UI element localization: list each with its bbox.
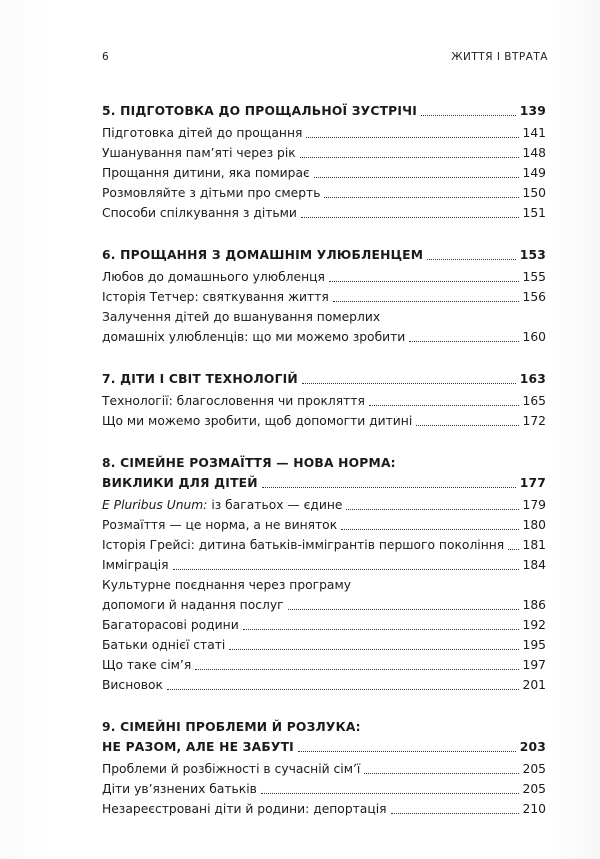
toc-entry-title: Батьки однієї статі bbox=[102, 638, 226, 652]
toc-entry-lead-line: Залучення дітей до вшанування померлих bbox=[102, 310, 381, 324]
toc-entry bbox=[102, 123, 546, 143]
toc-entry bbox=[102, 799, 546, 819]
toc-entry-title: Любов до домашнього улюбленця bbox=[102, 270, 325, 284]
toc-entry bbox=[102, 759, 546, 779]
toc-entry bbox=[102, 287, 546, 307]
leader-dots bbox=[243, 629, 519, 630]
leader-dots bbox=[391, 813, 519, 814]
chapter-heading-row bbox=[102, 369, 546, 389]
leader-dots bbox=[262, 487, 516, 488]
toc-entry-title: Проблеми й розбіжності в сучасній сім’ї bbox=[102, 762, 361, 776]
toc-entry-page-number: 205 bbox=[522, 762, 546, 776]
toc-entry-page-number: 205 bbox=[522, 782, 546, 796]
leader-dots bbox=[324, 197, 518, 198]
toc-chapter bbox=[102, 245, 546, 347]
toc-entry-page-number: 165 bbox=[522, 394, 546, 408]
leader-dots bbox=[302, 383, 516, 384]
toc-entry-page-number: 186 bbox=[522, 598, 546, 612]
leader-dots bbox=[173, 569, 519, 570]
chapter-title: 6. ПРОЩАННЯ З ДОМАШНІМ УЛЮБЛЕНЦЕМ bbox=[102, 248, 424, 262]
toc-entry-title-italic: E Pluribus Unum: bbox=[102, 498, 208, 512]
toc-entry-page-number: 150 bbox=[522, 186, 546, 200]
book-title: ЖИТТЯ І ВТРАТА bbox=[451, 51, 548, 63]
toc-entry-page-number: 141 bbox=[522, 126, 546, 140]
leader-dots bbox=[427, 259, 515, 260]
leader-dots bbox=[421, 115, 516, 116]
leader-dots bbox=[298, 751, 516, 752]
chapter-page-number: 163 bbox=[519, 372, 546, 386]
toc-entry-title: Розмаїття — це норма, а не виняток bbox=[102, 518, 338, 532]
toc-entry bbox=[102, 615, 546, 635]
toc-entry-page-number: 184 bbox=[522, 558, 546, 572]
leader-dots bbox=[341, 529, 518, 530]
toc-entry bbox=[102, 391, 546, 411]
leader-dots bbox=[229, 649, 518, 650]
toc-chapter bbox=[102, 717, 546, 819]
leader-dots bbox=[300, 157, 519, 158]
chapter-title: ВИКЛИКИ ДЛЯ ДІТЕЙ bbox=[102, 476, 258, 490]
chapter-heading-line: 9. СІМЕЙНІ ПРОБЛЕМИ Й РОЗЛУКА: bbox=[102, 720, 361, 734]
toc-entry bbox=[102, 327, 546, 347]
leader-dots bbox=[167, 689, 519, 690]
toc-chapter bbox=[102, 369, 546, 431]
toc-entry-title: Багаторасові родини bbox=[102, 618, 239, 632]
toc-entry-title: Історія Тетчер: святкування життя bbox=[102, 290, 329, 304]
chapter-heading bbox=[102, 101, 546, 121]
toc-entry bbox=[102, 655, 546, 675]
toc-entry-lead-line: Культурне поєднання через програму bbox=[102, 578, 352, 592]
toc-entry bbox=[102, 267, 546, 287]
toc-entry-page-number: 210 bbox=[522, 802, 546, 816]
leader-dots bbox=[329, 281, 519, 282]
chapter-page-number: 177 bbox=[519, 476, 546, 490]
toc-entry bbox=[102, 555, 546, 575]
chapter-heading bbox=[102, 453, 546, 493]
toc-entry-page-number: 160 bbox=[522, 330, 546, 344]
toc-entry-page-number: 201 bbox=[522, 678, 546, 692]
toc-entry bbox=[102, 595, 546, 615]
chapter-page-number: 203 bbox=[519, 740, 546, 754]
toc-entry bbox=[102, 163, 546, 183]
chapter-title: 5. ПІДГОТОВКА ДО ПРОЩАЛЬНОЇ ЗУСТРІЧІ bbox=[102, 104, 418, 118]
toc-entry bbox=[102, 515, 546, 535]
toc-entry-page-number: 155 bbox=[522, 270, 546, 284]
toc-entry-page-number: 148 bbox=[522, 146, 546, 160]
toc-entry bbox=[102, 635, 546, 655]
toc-entry-page-number: 181 bbox=[522, 538, 546, 552]
toc-entry bbox=[102, 495, 546, 515]
leader-dots bbox=[508, 549, 518, 550]
toc-entry-page-number: 151 bbox=[522, 206, 546, 220]
toc-entry-page-number: 195 bbox=[522, 638, 546, 652]
toc-entry-title: Історія Грейсі: дитина батьків-іммігрантів першого покоління bbox=[102, 538, 505, 552]
toc-entry bbox=[102, 143, 546, 163]
leader-dots bbox=[409, 341, 518, 342]
chapter-heading-row bbox=[102, 245, 546, 265]
chapter-heading bbox=[102, 369, 546, 389]
toc-entry-page-number: 149 bbox=[522, 166, 546, 180]
toc-entry-page-number: 180 bbox=[522, 518, 546, 532]
toc-entry-title: Що ми можемо зробити, щоб допомогти дитині bbox=[102, 414, 413, 428]
chapter-heading-row bbox=[102, 473, 546, 493]
toc-entry-title: Технології: благословення чи прокляття bbox=[102, 394, 365, 408]
leader-dots bbox=[261, 793, 519, 794]
toc-entry bbox=[102, 203, 546, 223]
toc-entry-title: Що таке сім’я bbox=[102, 658, 192, 672]
toc-entry bbox=[102, 779, 546, 799]
chapter-page-number: 153 bbox=[519, 248, 546, 262]
leader-dots bbox=[301, 217, 519, 218]
toc-entry-title: Незареєстровані діти й родини: депортація bbox=[102, 802, 387, 816]
leader-dots bbox=[333, 301, 519, 302]
chapter-title: НЕ РАЗОМ, АЛЕ НЕ ЗАБУТІ bbox=[102, 740, 294, 754]
leader-dots bbox=[288, 609, 519, 610]
leader-dots bbox=[364, 773, 518, 774]
toc-chapter bbox=[102, 453, 546, 695]
toc-entry-page-number: 179 bbox=[522, 498, 546, 512]
toc-entry-title: Висновок bbox=[102, 678, 163, 692]
toc-entry-title: Прощання дитини, яка помирає bbox=[102, 166, 310, 180]
toc-entry-title: Ушанування пам’яті через рік bbox=[102, 146, 296, 160]
toc-chapter bbox=[102, 101, 546, 223]
table-of-contents bbox=[102, 101, 546, 841]
toc-entry bbox=[102, 535, 546, 555]
toc-entry-title: Підготовка дітей до прощання bbox=[102, 126, 303, 140]
toc-entry-title bbox=[102, 495, 342, 515]
toc-entry-title: домашніх улюбленців: що ми можемо зробити bbox=[102, 330, 406, 344]
toc-entry bbox=[102, 411, 546, 431]
toc-entry-page-number: 172 bbox=[522, 414, 546, 428]
leader-dots bbox=[416, 425, 518, 426]
chapter-heading bbox=[102, 717, 546, 757]
toc-entry-title: Розмовляйте з дітьми про смерть bbox=[102, 186, 321, 200]
running-head bbox=[102, 51, 548, 63]
toc-entry-title: Діти ув’язнених батьків bbox=[102, 782, 257, 796]
toc-entry-title: допомоги й надання послуг bbox=[102, 598, 284, 612]
chapter-title: 7. ДІТИ І СВІТ ТЕХНОЛОГІЙ bbox=[102, 372, 298, 386]
leader-dots bbox=[369, 405, 519, 406]
toc-entry-title: Способи спілкування з дітьми bbox=[102, 206, 297, 220]
toc-entry bbox=[102, 675, 546, 695]
toc-entry-title: Імміграція bbox=[102, 558, 169, 572]
leader-dots bbox=[346, 509, 518, 510]
chapter-heading-line: 8. СІМЕЙНЕ РОЗМАЇТТЯ — НОВА НОРМА: bbox=[102, 456, 396, 470]
toc-entry-page-number: 156 bbox=[522, 290, 546, 304]
page-number: 6 bbox=[102, 51, 110, 63]
toc-entry-title-rest: із багатьох — єдине bbox=[207, 498, 343, 512]
toc-entry bbox=[102, 183, 546, 203]
chapter-page-number: 139 bbox=[519, 104, 546, 118]
chapter-heading-row bbox=[102, 101, 546, 121]
leader-dots bbox=[306, 137, 518, 138]
chapter-heading bbox=[102, 245, 546, 265]
toc-entry-page-number: 197 bbox=[522, 658, 546, 672]
leader-dots bbox=[314, 177, 519, 178]
chapter-heading-row bbox=[102, 737, 546, 757]
leader-dots bbox=[195, 669, 518, 670]
toc-entry-page-number: 192 bbox=[522, 618, 546, 632]
